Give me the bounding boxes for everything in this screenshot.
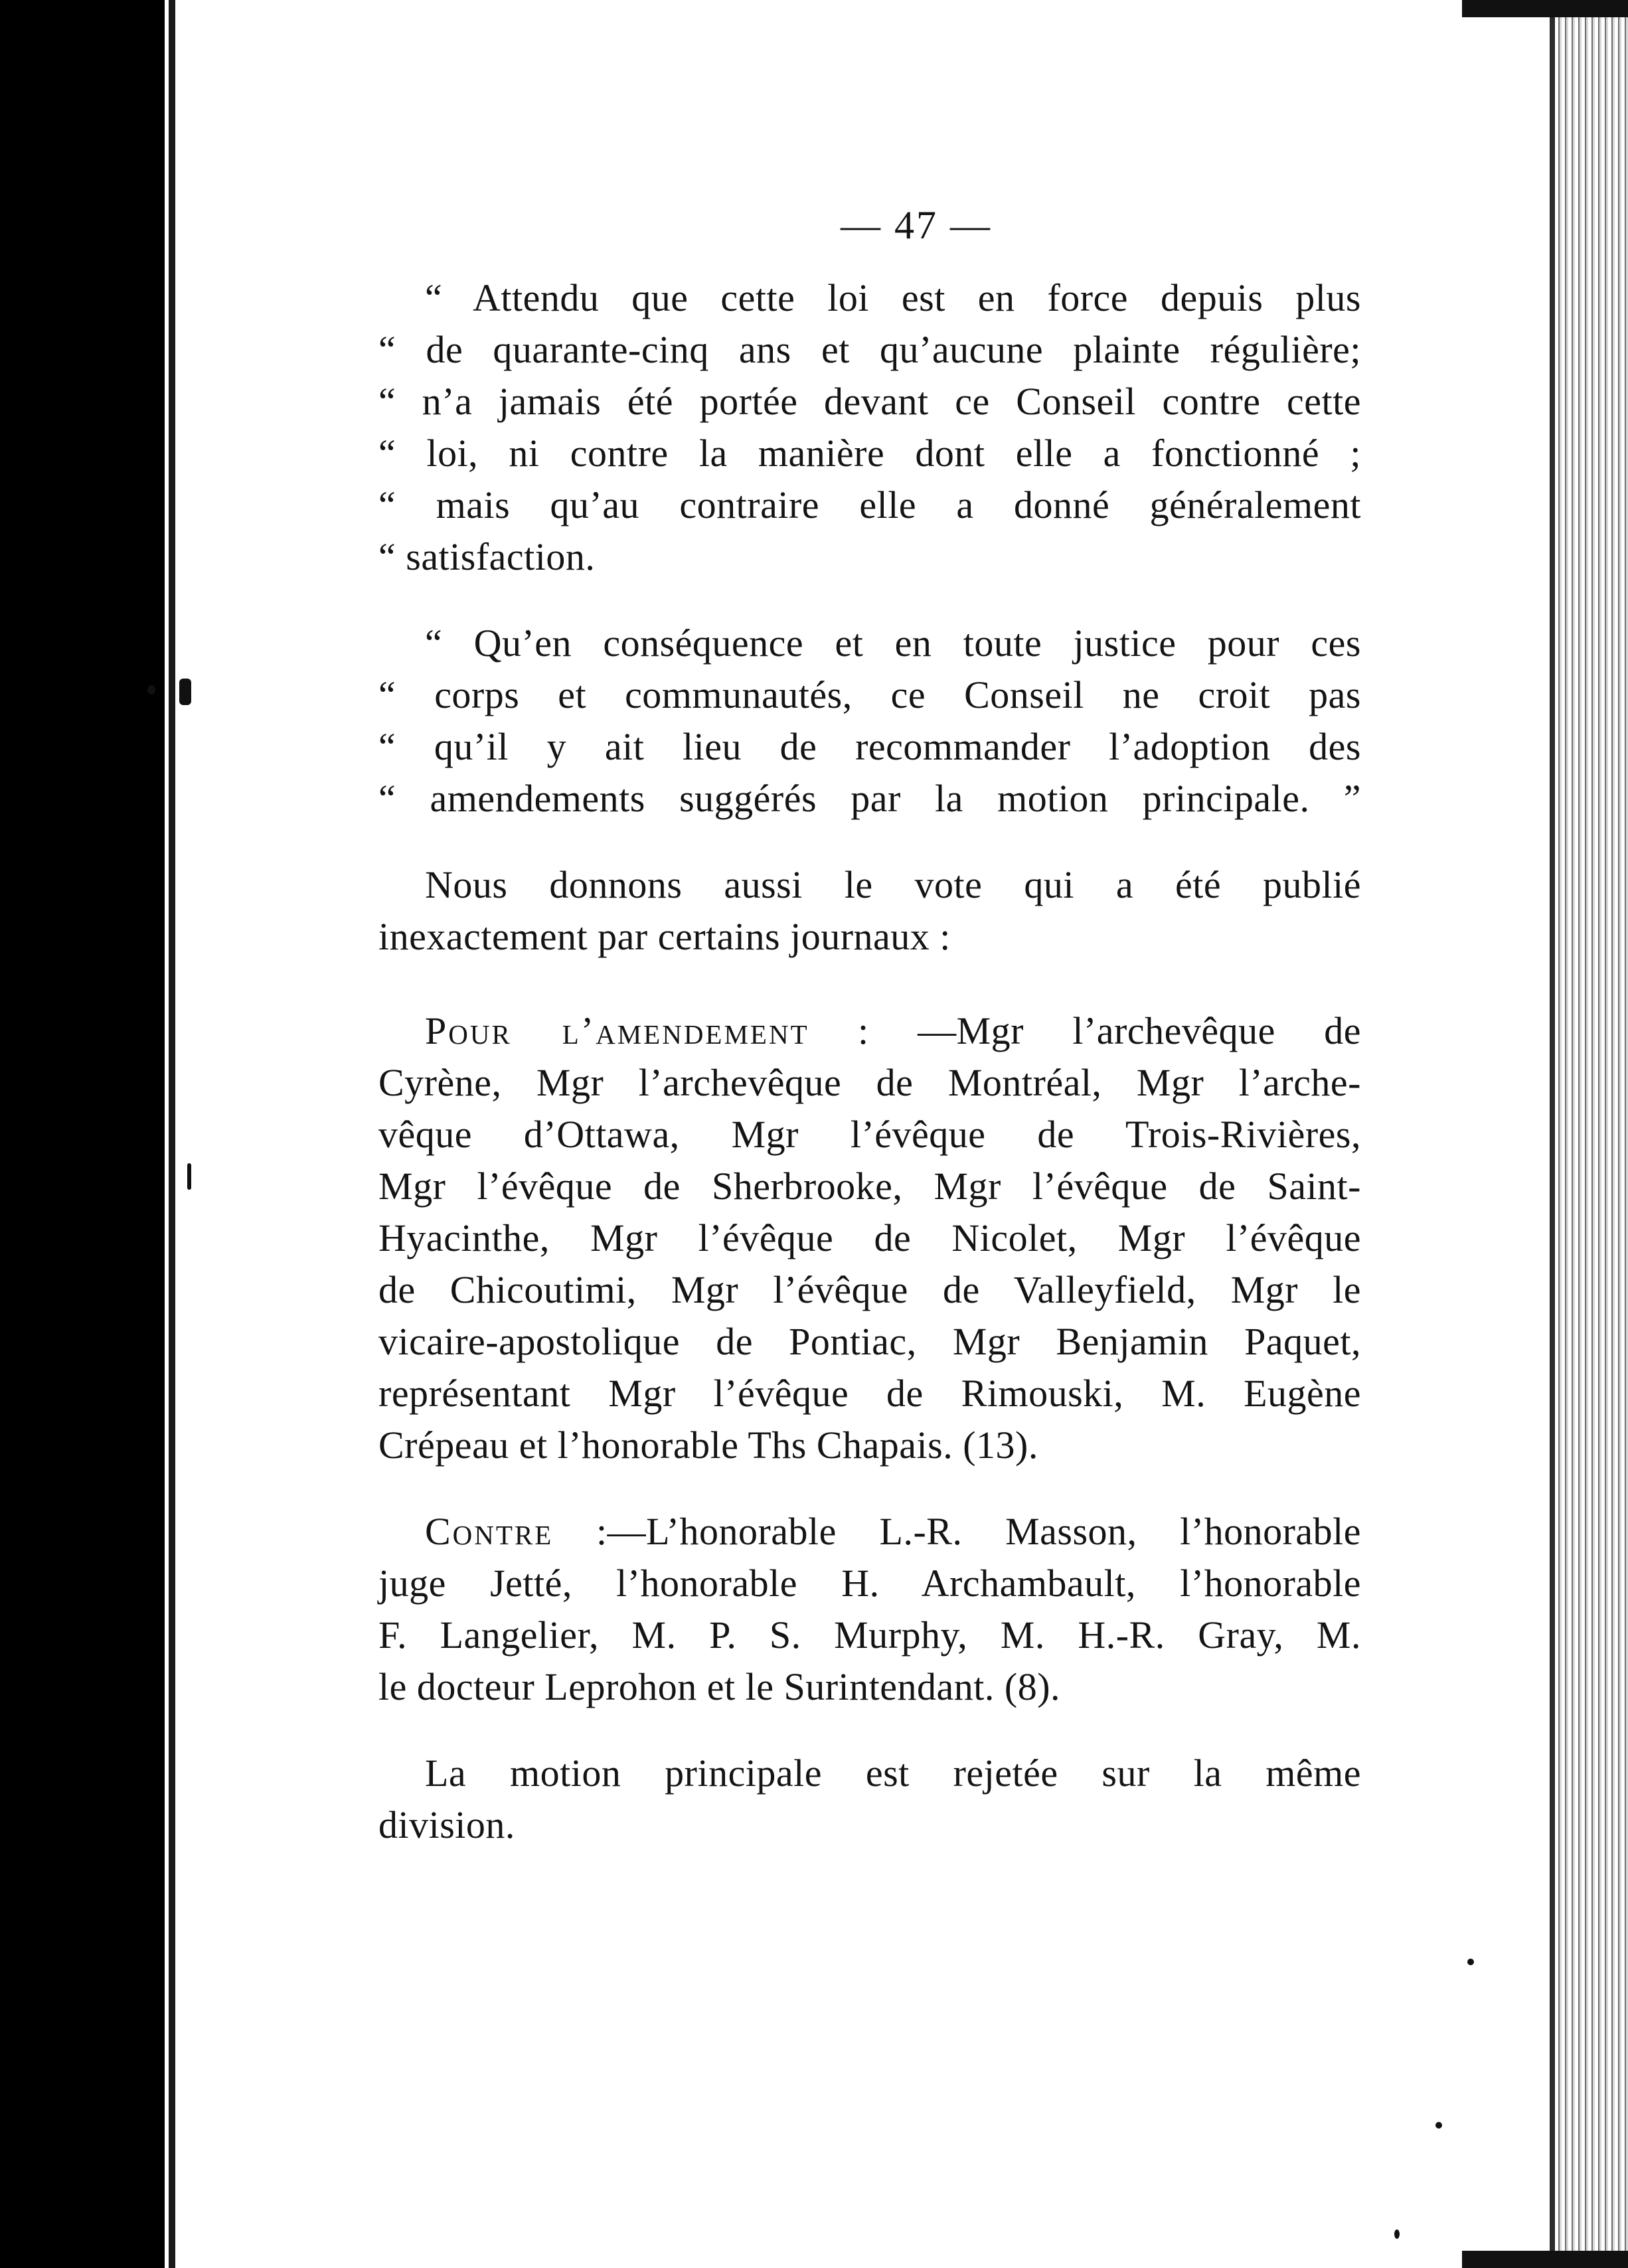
scan-top-right-border [1462,0,1628,17]
text-line: La motion principale est rejetée sur la même [425,1751,1361,1795]
text-line: “ corps et communautés, ce Conseil ne croit pas [378,673,1361,716]
text-line: “ satisfaction. [378,535,596,578]
quote-paragraph-2 [378,617,1361,825]
page-text [378,199,1361,1851]
text-line: “ loi, ni contre la manière dont elle a fonctionné ; [378,432,1361,475]
pour-amendement-paragraph [378,1005,1361,1471]
text-line: “ n’a jamais été portée devant ce Conseil contre cette [378,380,1361,423]
margin-speck [147,685,155,694]
text-line: “ Attendu que cette loi est en force depuis plus [425,276,1361,319]
text-line: Mgr l’évêque de Sherbrooke, Mgr l’évêque de Saint- [378,1165,1361,1208]
text-line [378,1005,1361,1057]
closing-paragraph [378,1747,1361,1851]
margin-speck [187,1163,191,1190]
book-page-edges [1555,0,1628,2268]
section-heading-contre: Contre [425,1510,554,1553]
text-line: division. [378,1803,515,1846]
section-heading-pour: Pour l’amendement [425,1009,809,1052]
margin-speck [1435,2122,1442,2129]
book-page-edge-shadow [1550,0,1555,2268]
text-line: le docteur Leprohon et le Surintendant. (8). [378,1665,1061,1708]
contre-paragraph [378,1506,1361,1713]
text-line: Nous donnons aussi le vote qui a été publié [425,863,1361,906]
text-line: juge Jetté, l’honorable H. Archambault, l’honorable [378,1562,1361,1605]
text-line: Crépeau et l’honorable Ths Chapais. (13). [378,1423,1038,1467]
text-line: vêque d’Ottawa, Mgr l’évêque de Trois-Rivières, [378,1113,1361,1156]
scan-left-border [0,0,165,2268]
text-line [378,1506,1361,1558]
text-line: inexactement par certains journaux : [378,915,951,958]
text-line: Cyrène, Mgr l’archevêque de Montréal, Mgr l’arche- [378,1061,1361,1104]
scan-left-rule [169,0,175,2268]
text-line: vicaire-apostolique de Pontiac, Mgr Benjamin Paquet, [378,1320,1361,1363]
text-line: représentant Mgr l’évêque de Rimouski, M. Eugène [378,1372,1361,1415]
text-line: “ de quarante-cinq ans et qu’aucune plainte régulière; [378,328,1361,371]
page-number: — 47 — [841,203,992,247]
text-line: Hyacinthe, Mgr l’évêque de Nicolet, Mgr l’évêque [378,1216,1361,1259]
text-fragment: : —Mgr l’archevêque de [809,1009,1361,1052]
text-line: F. Langelier, M. P. S. Murphy, M. H.-R. Gray, M. [378,1613,1361,1657]
text-line: “ amendements suggérés par la motion principale. ” [378,777,1361,820]
text-line: “ Qu’en conséquence et en toute justice pour ces [425,621,1361,665]
margin-speck [1394,2229,1400,2239]
text-line: “ mais qu’au contraire elle a donné généralement [378,483,1361,526]
margin-speck [1467,1959,1474,1965]
scan-bottom-right-border [1462,2251,1628,2268]
text-fragment: :—L’honorable L.-R. Masson, l’honorable [553,1510,1361,1553]
intro-paragraph [378,859,1361,963]
text-line: “ qu’il y ait lieu de recommander l’adoption des [378,725,1361,768]
margin-speck [179,679,191,705]
quote-paragraph-1 [378,272,1361,583]
text-line: de Chicoutimi, Mgr l’évêque de Valleyfield, Mgr le [378,1268,1361,1311]
